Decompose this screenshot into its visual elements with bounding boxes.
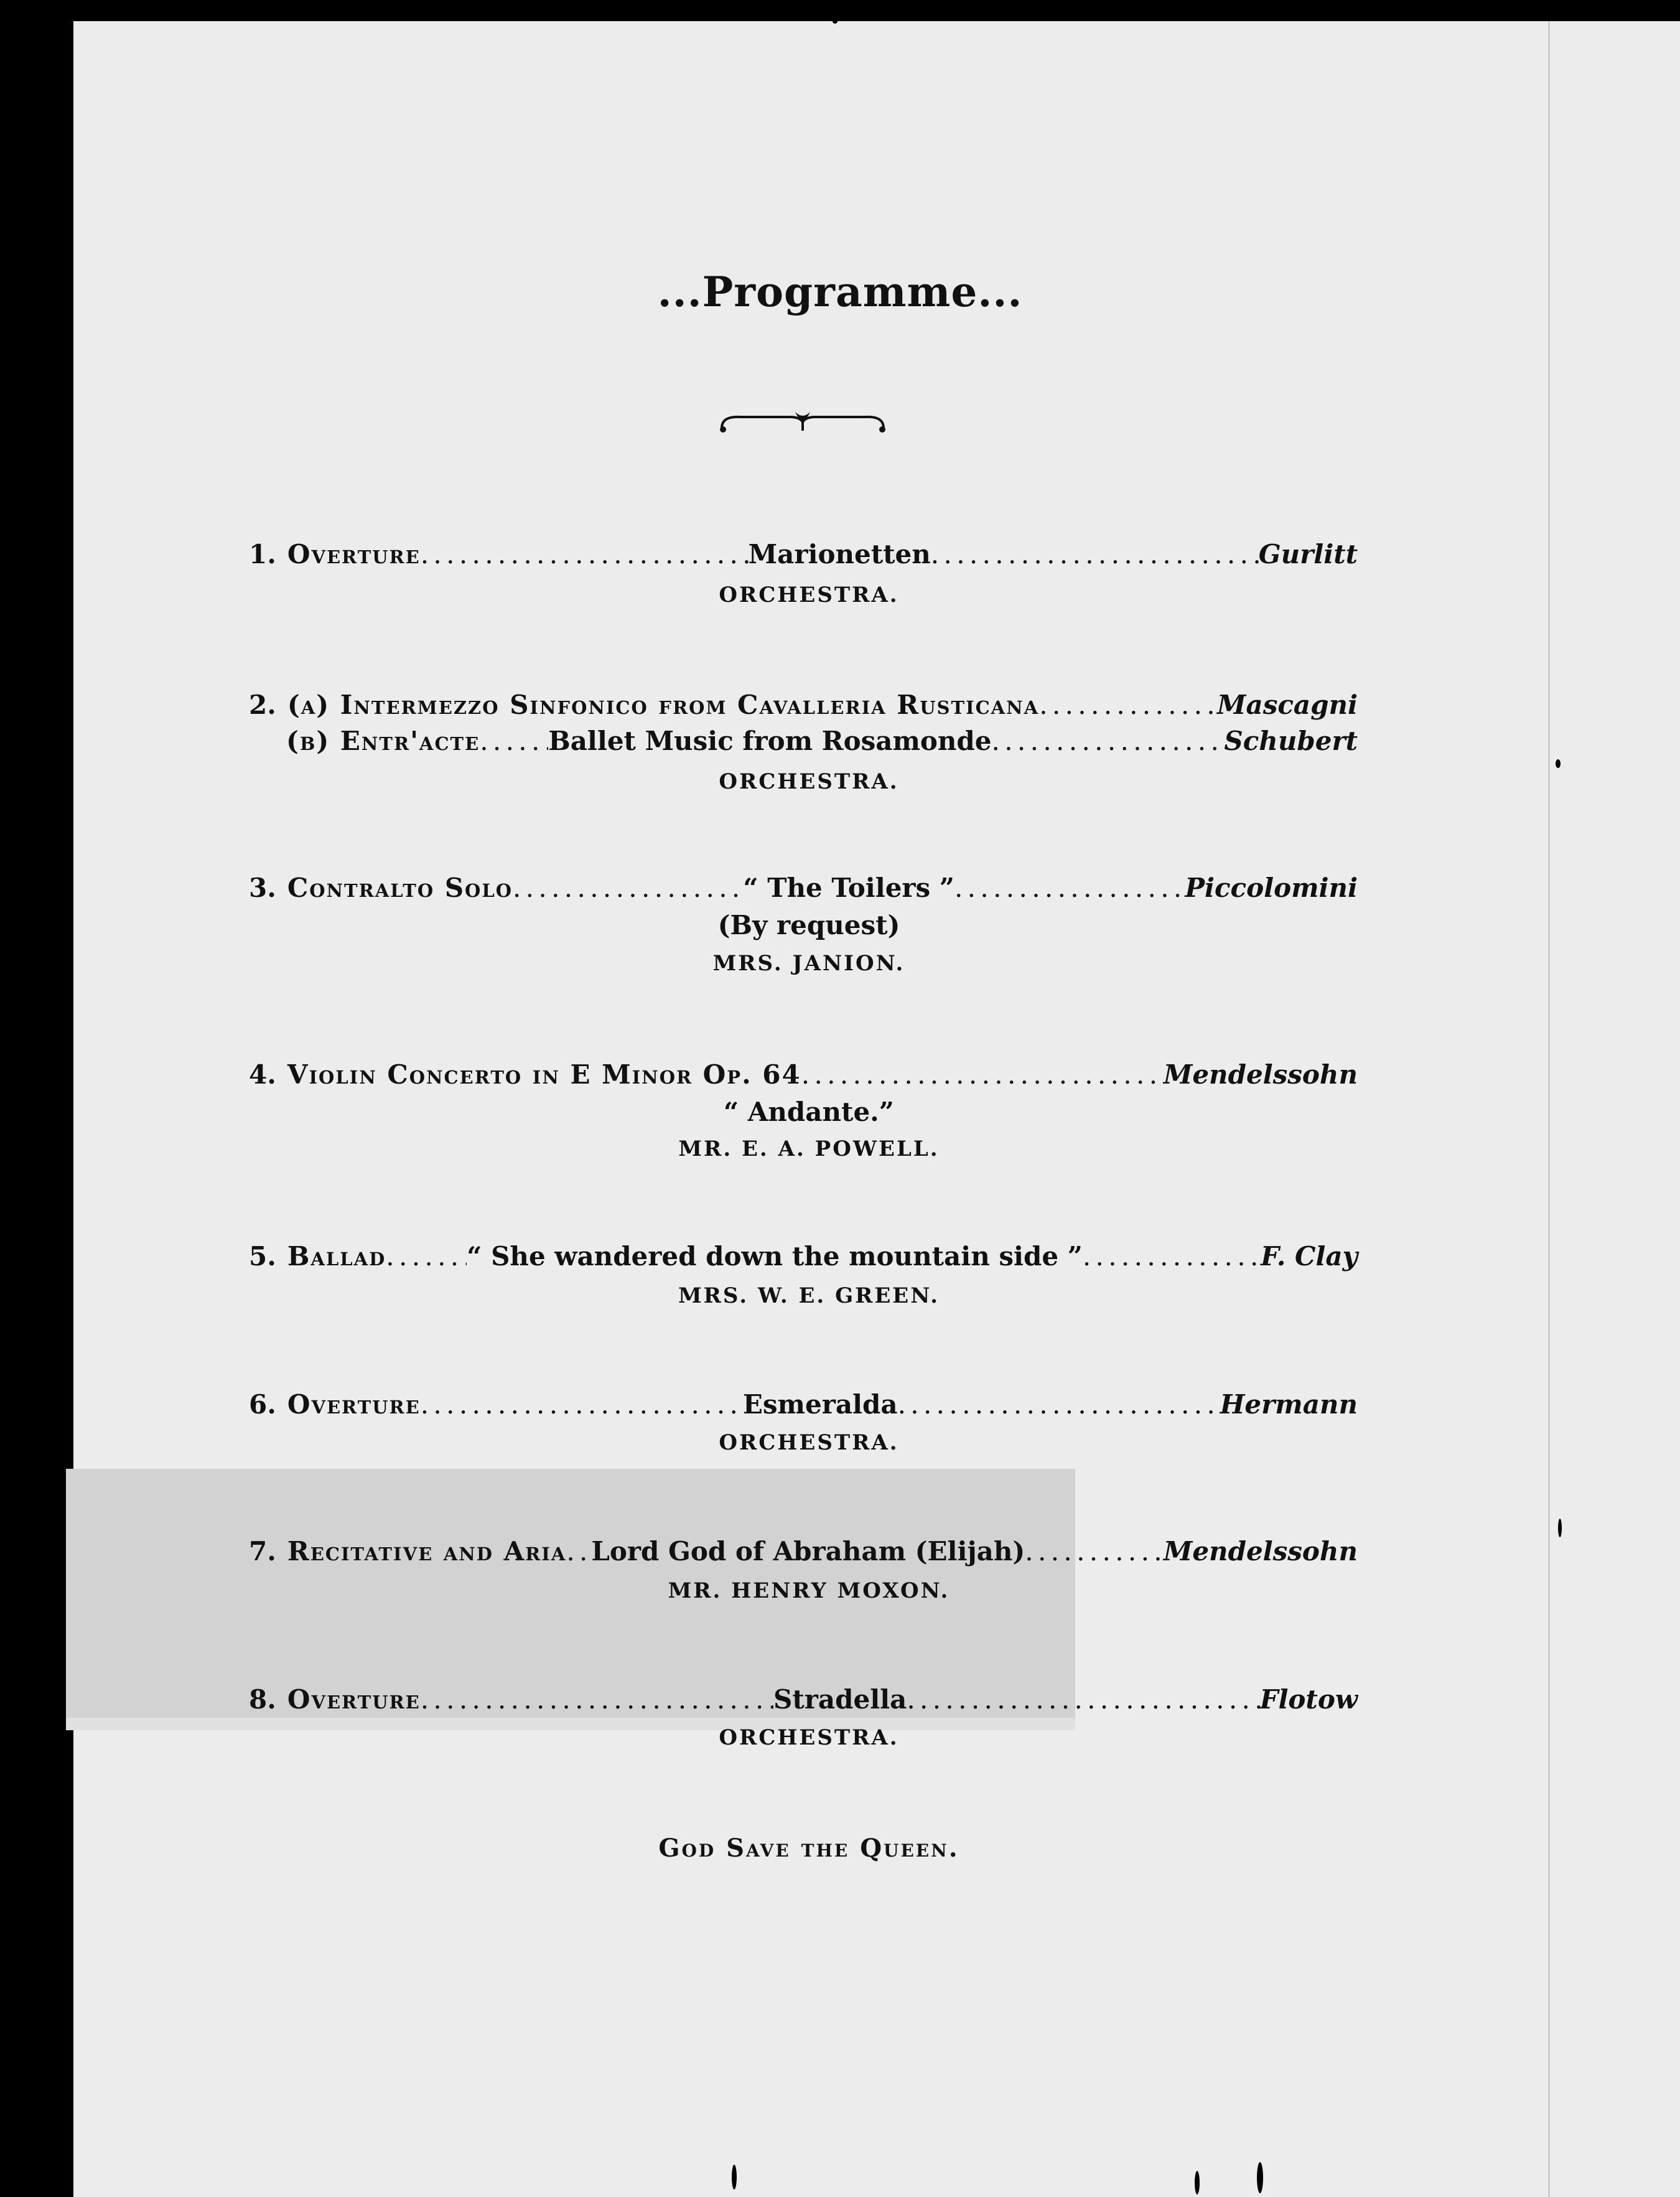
item-label: (a) Intermezzo Sinfonico from Cavalleria Rusticana: [287, 690, 1040, 720]
item-number: 1.: [249, 539, 276, 569]
programme-item-1: [249, 539, 1358, 569]
leader-dots: [954, 873, 1185, 903]
leader-dots: [421, 1389, 743, 1420]
item-number: 5.: [249, 1241, 276, 1272]
item-title: Marionetten: [748, 539, 931, 569]
item-8-performer: ORCHESTRA.: [719, 1725, 899, 1750]
item-number: 3.: [249, 873, 276, 903]
item-7-performer: MR. HENRY MOXON.: [668, 1578, 950, 1603]
item-composer: Hermann: [1220, 1389, 1358, 1420]
item-4-performer: MR. E. A. POWELL.: [678, 1136, 940, 1161]
programme-item-8: [249, 1684, 1358, 1715]
item-label: Overture: [287, 539, 421, 569]
scan-speck: [1257, 2162, 1263, 2193]
item-label: Overture: [287, 1684, 421, 1715]
programme-item-5: [249, 1241, 1358, 1272]
item-composer: Mascagni: [1217, 690, 1358, 720]
item-number: 6.: [249, 1389, 276, 1420]
item-title: “ The Toilers ”: [743, 873, 954, 903]
leader-dots: [386, 1241, 467, 1272]
leader-dots: [513, 873, 743, 903]
item-2-performer: ORCHESTRA.: [719, 769, 899, 794]
programme-item-2a: [249, 690, 1358, 720]
leader-dots: [907, 1684, 1259, 1715]
item-title: Esmeralda: [742, 1389, 898, 1420]
item-number: 8.: [249, 1684, 276, 1715]
item-title: “ She wandered down the mountain side ”: [467, 1241, 1083, 1272]
item-label: Recitative and Aria: [287, 1536, 567, 1567]
item-label: Ballad: [287, 1241, 386, 1272]
item-composer: Piccolomini: [1185, 873, 1358, 903]
programme-heading: ...Programme...: [657, 268, 1023, 316]
item-3-performer: MRS. JANION.: [712, 951, 905, 976]
item-composer: Mendelssohn: [1163, 1059, 1358, 1090]
item-composer: Flotow: [1259, 1684, 1358, 1715]
leader-dots: [1039, 690, 1217, 720]
leader-dots: [421, 1684, 773, 1715]
item-composer: Gurlitt: [1258, 539, 1358, 569]
scan-speck: [833, 19, 838, 24]
scan-speck: [732, 2165, 737, 2190]
item-title: Ballet Music from Rosamonde: [548, 726, 992, 756]
leader-dots: [1025, 1536, 1164, 1567]
scan-speck: [1195, 2171, 1200, 2195]
item-composer: Schubert: [1224, 726, 1358, 756]
item-5-performer: MRS. W. E. GREEN.: [678, 1283, 940, 1308]
item-number: 2.: [249, 690, 276, 720]
item-label: Contralto Solo: [287, 873, 513, 903]
programme-item-6: [249, 1389, 1358, 1420]
programme-item-3: [249, 873, 1358, 903]
leader-dots: [801, 1059, 1164, 1090]
leader-dots: [566, 1536, 591, 1567]
item-1-performer: ORCHESTRA.: [719, 583, 899, 607]
item-title: Stradella: [773, 1684, 907, 1715]
item-6-performer: ORCHESTRA.: [719, 1430, 899, 1455]
programme-item-7: [249, 1536, 1358, 1567]
closing-anthem: God Save the Queen.: [658, 1834, 959, 1863]
item-number: 7.: [249, 1536, 276, 1567]
leader-dots: [992, 726, 1225, 756]
item-title: Lord God of Abraham (Elijah): [591, 1536, 1025, 1567]
leader-dots: [931, 539, 1259, 569]
item-number: 4.: [249, 1059, 276, 1090]
programme-item-4: [249, 1059, 1358, 1090]
item-3-note: (By request): [717, 910, 900, 940]
item-label: (b) Entr'acte: [286, 726, 480, 756]
scan-speck: [1556, 759, 1561, 768]
leader-dots: [421, 539, 749, 569]
item-label: Violin Concerto in E Minor Op. 64: [287, 1059, 801, 1090]
item-composer: F. Clay: [1261, 1241, 1358, 1272]
ornament-divider: [716, 403, 890, 441]
leader-dots: [480, 726, 548, 756]
leader-dots: [898, 1389, 1220, 1420]
leader-dots: [1083, 1241, 1261, 1272]
item-composer: Mendelssohn: [1163, 1536, 1358, 1567]
item-4-note: “ Andante.”: [724, 1097, 894, 1127]
scan-speck: [1558, 1519, 1562, 1537]
item-label: Overture: [287, 1389, 421, 1420]
programme-item-2b: [286, 726, 1358, 756]
